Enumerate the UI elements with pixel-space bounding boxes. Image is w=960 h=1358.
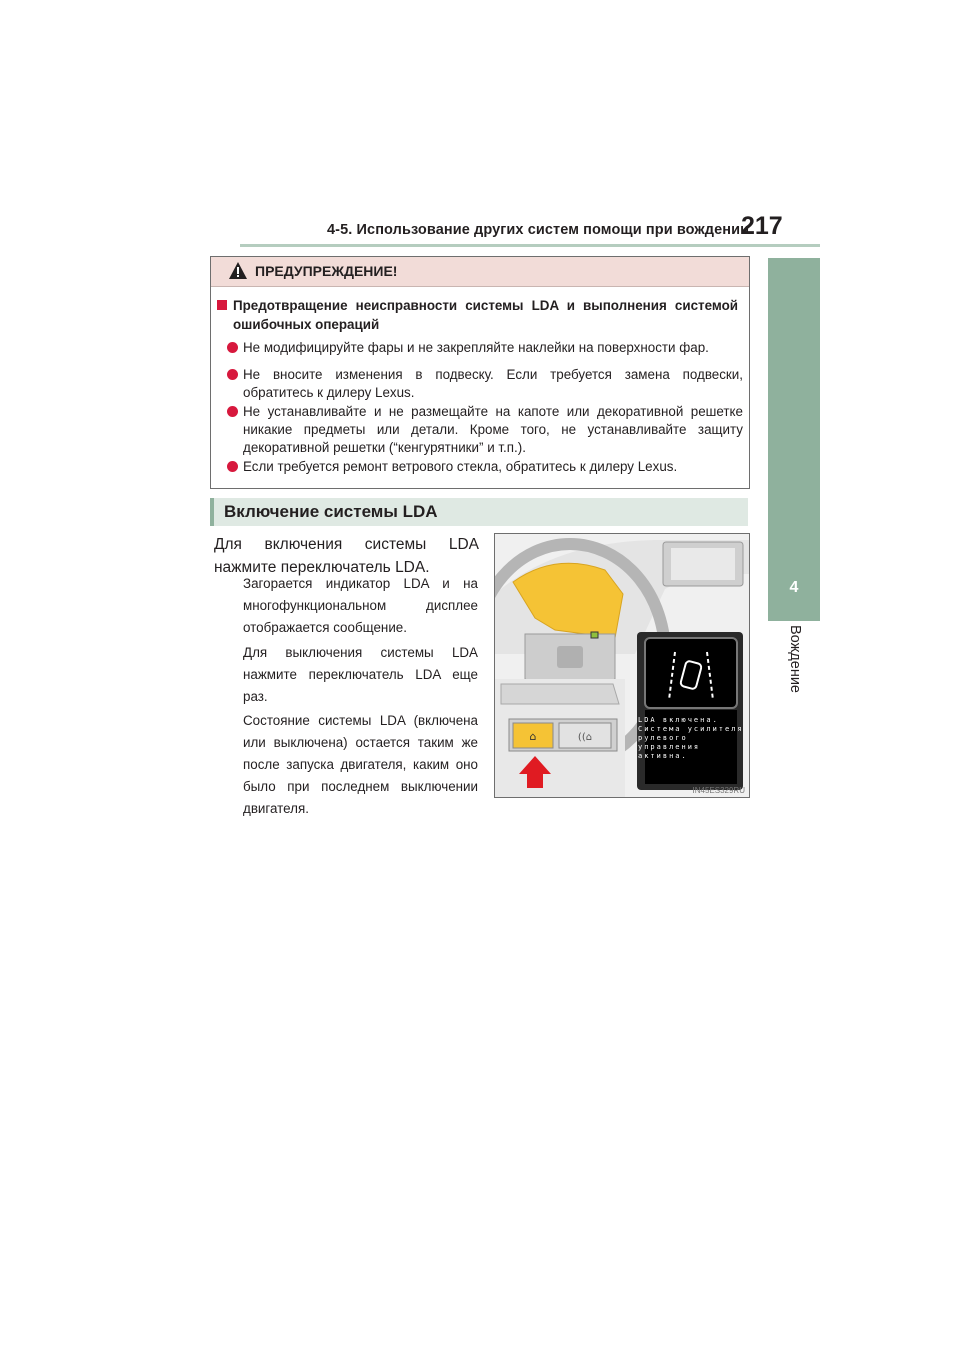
figure-code: IN45ES329RU — [692, 786, 745, 795]
section-heading — [210, 498, 748, 526]
warning-bullet: Не модифицируйте фары и не закрепляйте наклейки на поверхности фар. — [227, 339, 749, 357]
warning-heading: Предотвращение неисправности системы LDA и выполнения системой ошибочных операций — [217, 296, 743, 334]
red-square-icon — [217, 300, 227, 310]
header-divider — [240, 244, 820, 247]
section-accent-bar — [210, 498, 214, 526]
page-number: 217 — [741, 212, 783, 240]
paragraph-indicator: Загорается индикатор LDA и на многофункциональном дисплее отображается сообщение. — [243, 576, 478, 635]
warning-bullet: Если требуется ремонт ветрового стекла, обратитесь к дилеру Lexus. — [227, 458, 749, 476]
bullet-dot-icon — [227, 461, 238, 472]
svg-text:⌂: ⌂ — [529, 730, 537, 743]
chapter-number: 4 — [789, 579, 799, 596]
warning-title: ПРЕДУПРЕЖДЕНИЕ! — [255, 263, 398, 279]
instruction-lead: Для включения системы LDA нажмите переключатель LDA. — [214, 536, 479, 576]
paragraph-state: Состояние системы LDA (включена или выключена) остается таким же после запуска двигателя, каким оно было при последнем выключении двигателя. — [243, 713, 478, 816]
chapter-tab — [768, 258, 820, 621]
warning-triangle-icon — [228, 261, 248, 280]
bullet-dot-icon — [227, 369, 238, 380]
display-message: LDA включена. Система усилителя рулевого управления активна. — [638, 716, 744, 760]
svg-text:((⌂: ((⌂ — [577, 732, 593, 743]
chapter-label: Вождение — [787, 625, 803, 693]
paragraph-turn-off: Для выключения системы LDA нажмите переключатель LDA еще раз. — [243, 645, 478, 704]
running-header: 4-5. Использование других систем помощи при вождении — [327, 222, 750, 238]
warning-header — [211, 257, 749, 287]
section-title: Включение системы LDA — [224, 502, 438, 521]
bullet-dot-icon — [227, 406, 238, 417]
warning-bullet: Не устанавливайте и не размещайте на капоте или декоративной решетке никакие предметы или детали. Кроме того, не устанавливайте защиту декоративной решетки (“кенгурятники” и т.п.). — [227, 403, 749, 457]
lda-illustration — [494, 533, 750, 798]
bullet-dot-icon — [227, 342, 238, 353]
warning-box — [210, 256, 750, 489]
warning-bullet: Не вносите изменения в подвеску. Если требуется замена подвески, обратитесь к дилеру Lexus. — [227, 366, 749, 402]
